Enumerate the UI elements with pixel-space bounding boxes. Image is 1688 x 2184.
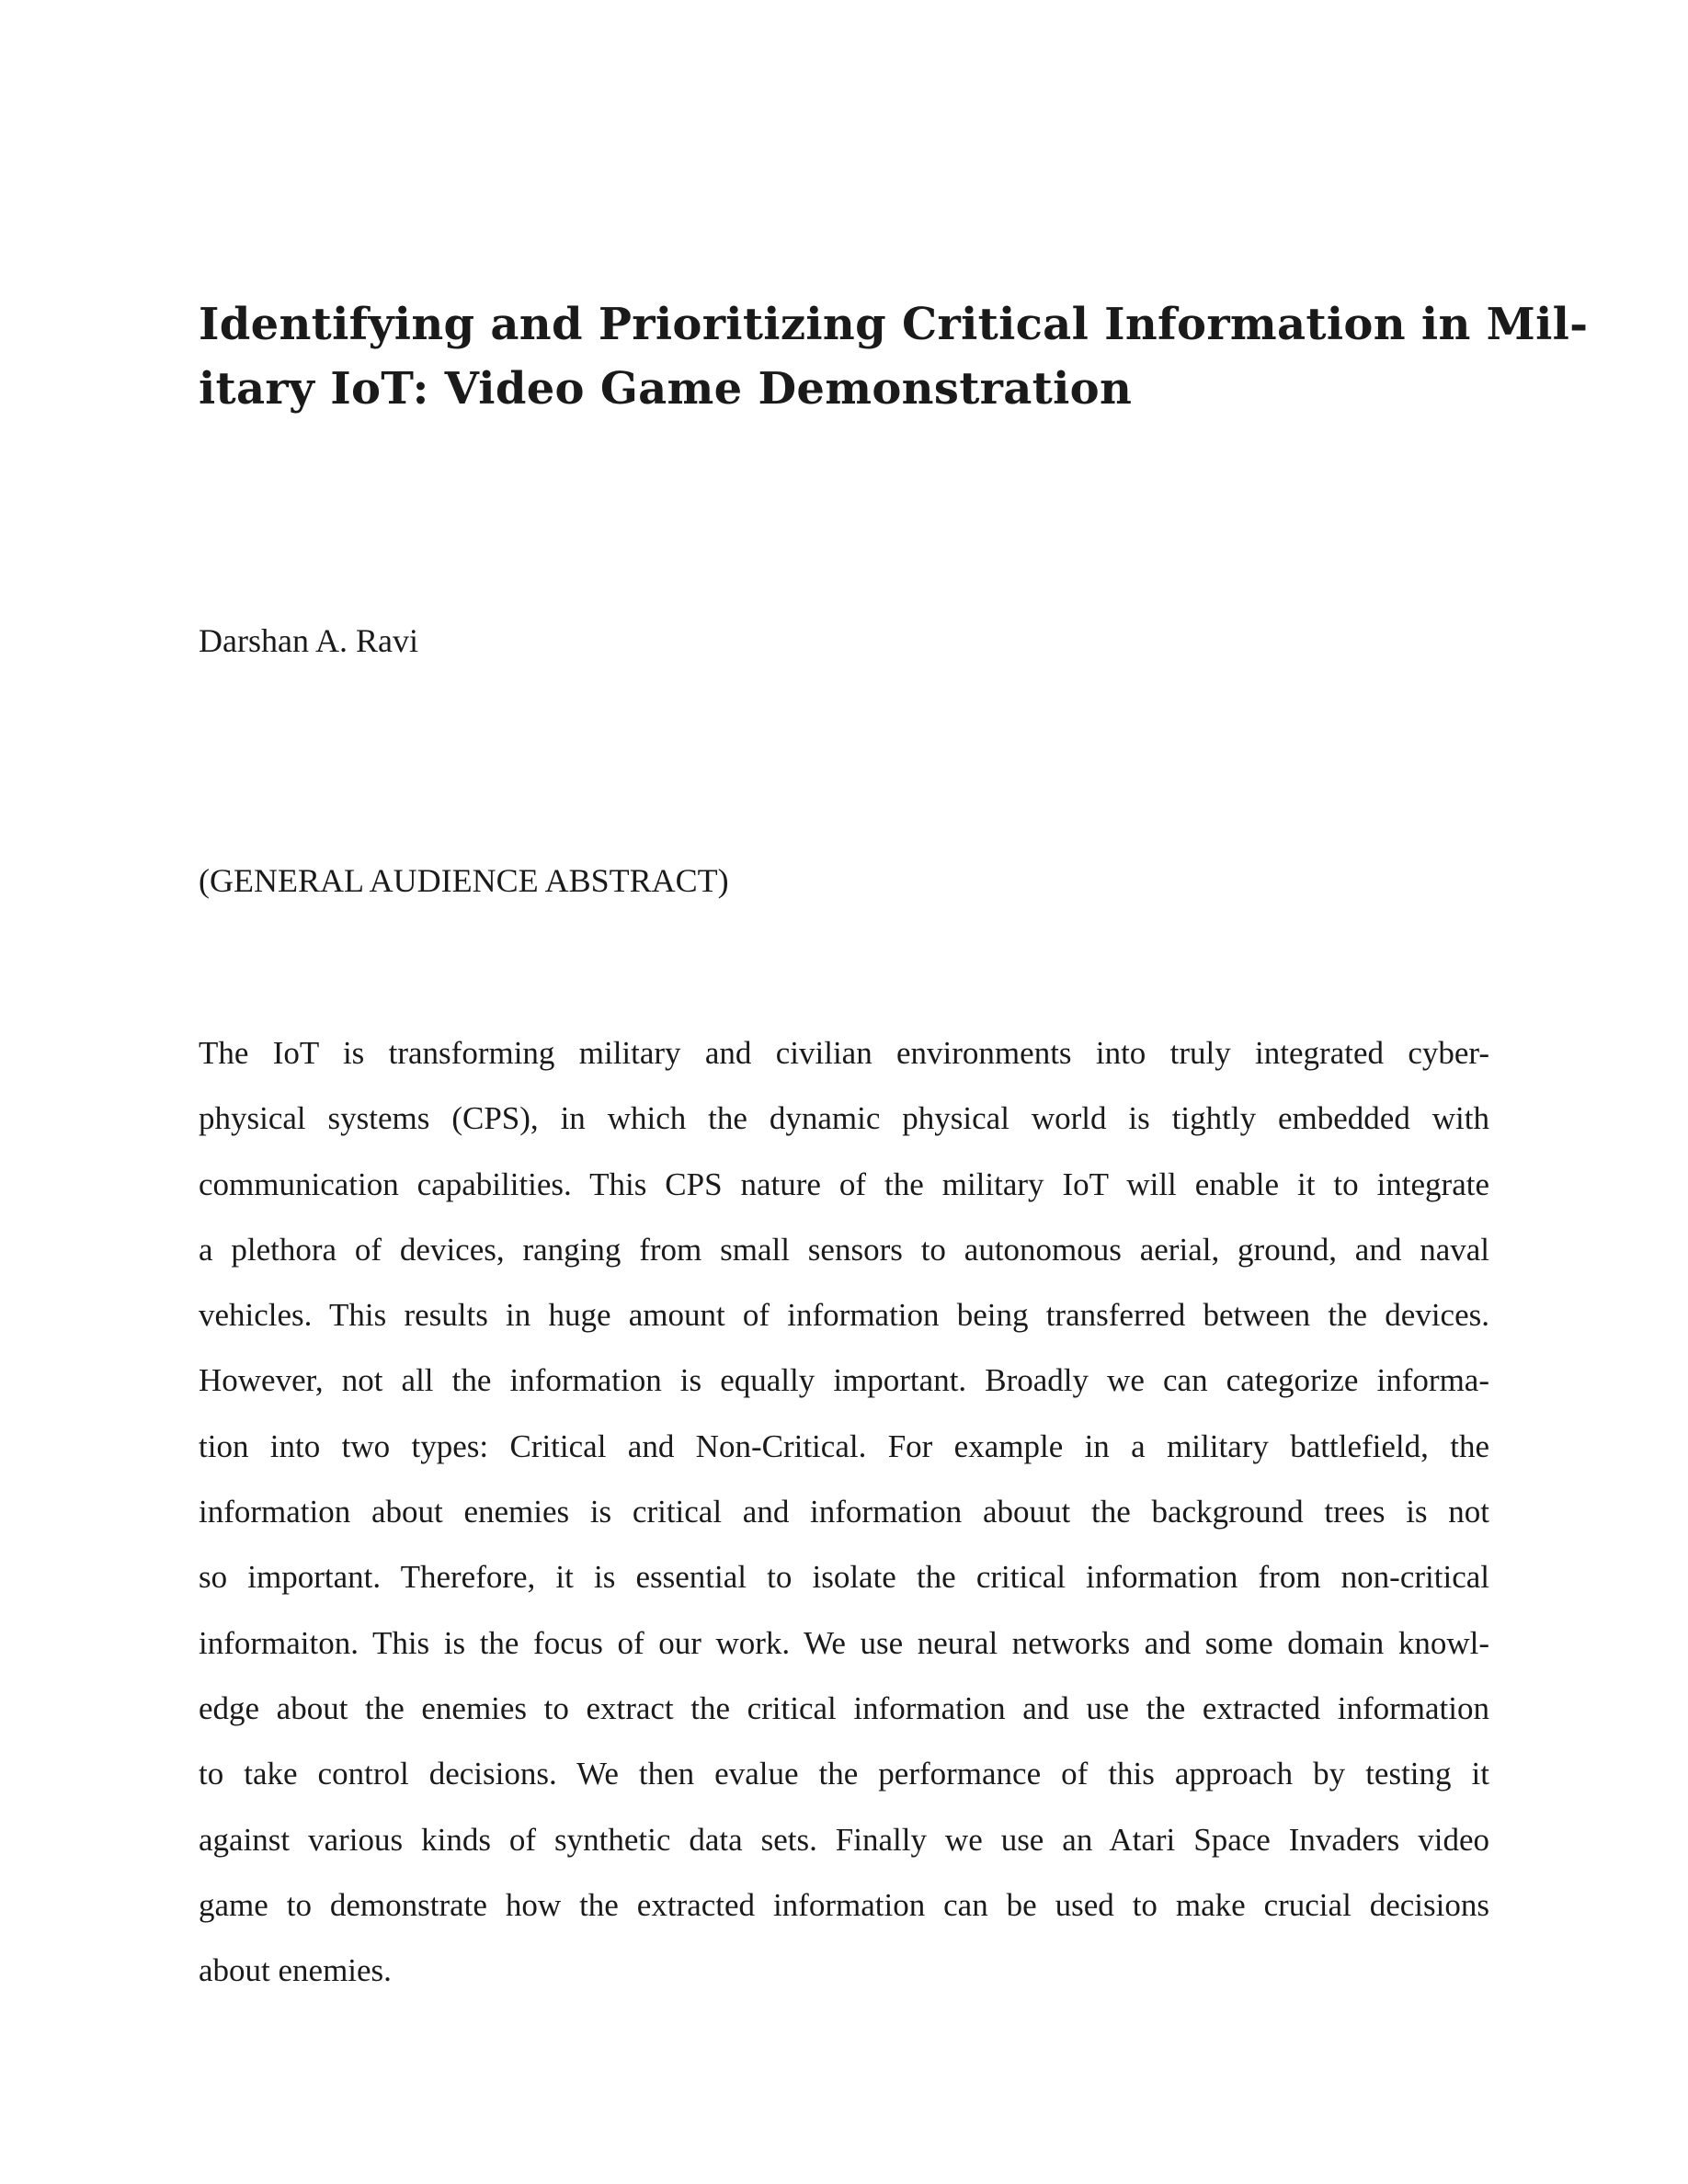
- abstract-line: communication capabilities. This CPS nature of the military IoT will enable it to integrate: [199, 1166, 1489, 1202]
- abstract-line: a plethora of devices, ranging from small sensors to autonomous aerial, ground, and naval: [199, 1231, 1489, 1268]
- abstract-line: to take control decisions. We then evalue the performance of this approach by testing it: [199, 1756, 1489, 1792]
- title-line: Identifying and Prioritizing Critical Information in Mil-: [199, 299, 1589, 350]
- abstract-line: physical systems (CPS), in which the dynamic physical world is tightly embedded with: [199, 1100, 1489, 1137]
- abstract-line: The IoT is transforming military and civilian environments into truly integrated cyber-: [199, 1035, 1489, 1071]
- abstract-line: vehicles. This results in huge amount of information being transferred between the devices.: [199, 1297, 1489, 1334]
- abstract-line: so important. Therefore, it is essential to isolate the critical information from non-critical: [199, 1559, 1489, 1596]
- abstract-line: tion into two types: Critical and Non-Critical. For example in a military battlefield, the: [199, 1428, 1489, 1464]
- abstract-line: about enemies.: [199, 1952, 392, 1989]
- author-name: Darshan A. Ravi: [199, 622, 418, 659]
- abstract-line: game to demonstrate how the extracted information can be used to make crucial decisions: [199, 1886, 1489, 1923]
- abstract-line: against various kinds of synthetic data sets. Finally we use an Atari Space Invaders video: [199, 1821, 1489, 1858]
- abstract-line: However, not all the information is equally important. Broadly we can categorize informa-: [199, 1362, 1489, 1399]
- abstract-line: informaiton. This is the focus of our work. We use neural networks and some domain knowl-: [199, 1624, 1489, 1661]
- abstract-label: (GENERAL AUDIENCE ABSTRACT): [199, 862, 729, 899]
- abstract-body: [199, 1033, 1489, 2016]
- paper-title: [199, 292, 1589, 421]
- document-page: [199, 0, 1589, 2184]
- title-line: itary IoT: Video Game Demonstration: [199, 363, 1133, 415]
- abstract-line: information about enemies is critical and information abouut the background trees is not: [199, 1494, 1489, 1530]
- abstract-line: edge about the enemies to extract the critical information and use the extracted information: [199, 1689, 1489, 1726]
